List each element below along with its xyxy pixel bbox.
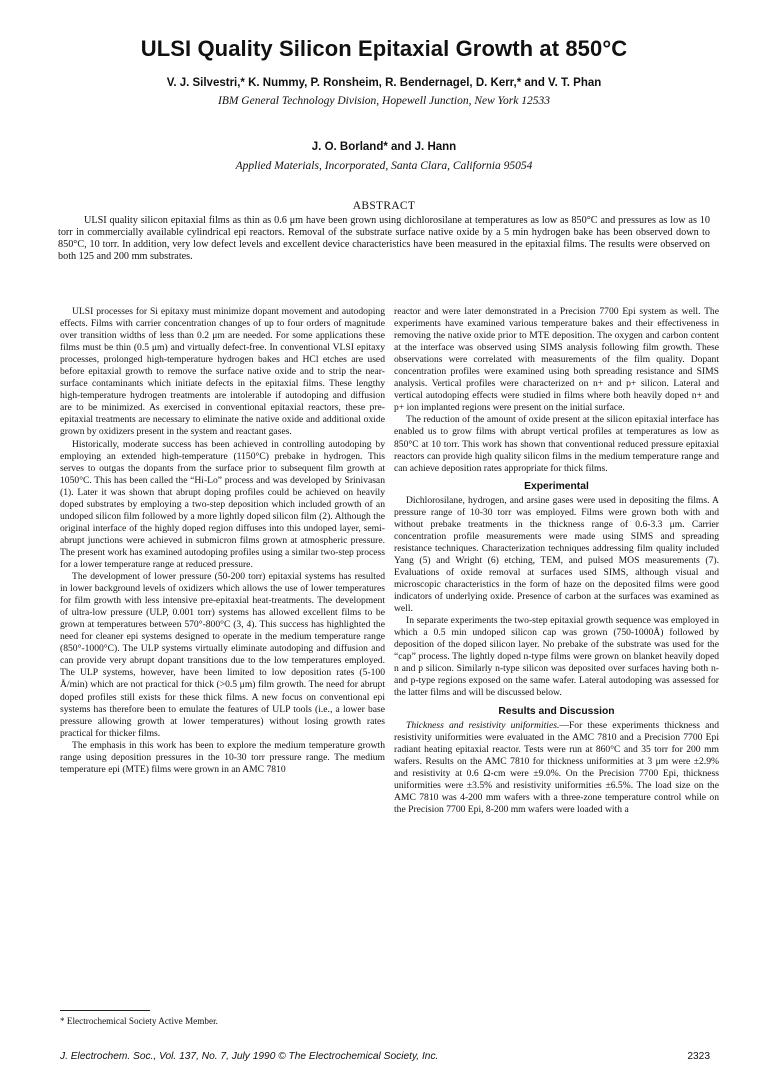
abstract-body: ULSI quality silicon epitaxial films as thin as 0.6 μm have been grown using dichlorosilane at temperatures as low as 850°C and pressures as low as 10 torr in commercially available cylindrical epi reactors. Removal of the substrate surface native oxide by a 5 min hydrogen bake has been observed down to 850°C, 10 torr. In addition, very low defect levels and excellent device characteristics have been measured in the epitaxial films. The results were observed on both 125 and 200 mm substrates. (58, 215, 710, 263)
left-column (60, 306, 385, 776)
author-list-ibm: V. J. Silvestri,* K. Nummy, P. Ronsheim, R. Bendernagel, D. Kerr,* and V. T. Phan (166, 77, 602, 89)
author-list-applied-materials: J. O. Borland* and J. Hann (311, 141, 457, 153)
paper-title: ULSI Quality Silicon Epitaxial Growth at 850°C (140, 36, 628, 61)
body-paragraph: In separate experiments the two-step epitaxial growth sequence was employed in which a 0.5 min undoped silicon cap was grown (750-1000Å) followed by deposition of the doped silicon layer. No prebake of the substrate was used for the “cap” process. The lightly doped n-type films were grown on blanket heavily doped n and p silicon. Similarly n-type silicon was deposited over surfaces having both n- and p-type regions exposed on the same wafer. Lateral autodoping was assessed for the latter films and will be discussed below. (394, 615, 719, 699)
affiliation-ibm: IBM General Technology Division, Hopewell Junction, New York 12533 (218, 95, 550, 107)
body-paragraph: The development of lower pressure (50-200 torr) epitaxial systems has resulted in lower background levels of oxidizers which allows the use of lower temperatures for film growth with less intensive pre-epitaxial heat-treatments. The development of ultra-low pressure (ULP, 0.001 torr) systems has allowed excellent films to be grown at temperatures between 570°-800°C (3, 4). This success has highlighted the need for cleaner epi systems designed to operate in the medium temperature range (850°-1000°C). The ULP systems virtually eliminate autodoping and diffusion and can provide very abrupt dopant transitions due to the low temperatures employed. The ULP systems, however, have been limited to low deposition rates (5-100 Å/min) which are not practical for thick (>0.5 μm) film growth. The need for abrupt doped profiles still exists for these thick films. A new focus on conventional epi systems has therefore been to emulate the features of ULP tools (i.e., a lower base pressure allowing growth at lower temperatures) without losing growth rates practical for thicker films. (60, 571, 385, 739)
run-in-heading: Thickness and resistivity uniformities. (406, 719, 560, 731)
page-footer (60, 1051, 710, 1065)
footnote: * Electrochemical Society Active Member. (60, 1016, 218, 1026)
body-paragraph: The emphasis in this work has been to explore the medium temperature growth range using deposition pressures in the 10-30 torr pressure range. The medium temperature epi (MTE) films were grown in an AMC 7810 (60, 739, 385, 775)
footnote-rule (60, 1010, 150, 1011)
body-paragraph: Dichlorosilane, hydrogen, and arsine gases were used in depositing the films. A pressure range of 10-30 torr was employed. Films were grown both with and without prebake treatments in the thickness range of 0.6-3.3 μm. Carrier concentration profile measurements were made using SIMS and spreading resistance techniques. Characterization techniques addressing film quality included Yang (5) and Wright (6) etching, TEM, and pulsed MOS measurements (7). Evaluations of oxide removal at surfaces used SIMS, although visual and microscopic characteristics in the form of haze on the deposited films were good indicators of underlying oxide. Presence of carbon at the surfaces was examined as well. (394, 494, 719, 615)
body-paragraph: ULSI processes for Si epitaxy must minimize dopant movement and autodoping effects. Films with carrier concentration changes of up to four orders of magnitude over transition widths of less than 0.2 μm are needed. For some applications these films must be thin (0.5 μm) and virtually defect-free. In conventional VLSI epitaxy processes, prolonged high-temperature hydrogen bakes and HCl etches are used before epitaxial growth to remove the surface native oxide and to strip the near-surface contaminants which initiate defects in the epitaxial films. These lengthy high-temperature hydrogen treatments are intolerable if autodoping and diffusion are to be minimized. As exercised in conventional epitaxial reactors, these pre-epitaxial treatments are necessary to eliminate the native oxide and additional oxide grown by oxidizers present in the system and reactant gases. (60, 306, 385, 438)
body-paragraph-results (394, 720, 719, 816)
body-paragraph: Historically, moderate success has been achieved in controlling autodoping by employing an extended high-temperature (1150°C) prebake in hydrogen. This serves to outgas the dopants from the surface prior to subsequent film growth at 1050°C. This has been called the “Hi-Lo” process and was developed by Srinivasan (1). Later it was shown that abrupt doping profiles could be achieved on heavily doped substrates by employing a two-step deposition which included growth of an undoped silicon film followed by a more lightly doped silicon film (2). Although the original interface of the highly doped region diffuses into this undoped layer, semi-abrupt junctions were achieved in submicron films grown at atmospheric pressure. The present work has examined autodoping profiles using a similar two-step process for a lower temperature range at reduced pressure. (60, 438, 385, 570)
right-column (394, 306, 719, 816)
section-heading-results: Results and Discussion (498, 705, 615, 717)
section-heading-experimental: Experimental (524, 480, 589, 492)
page-number: 2323 (687, 1051, 710, 1062)
results-text: —For these experiments thickness and resistivity uniformities were evaluated in the AMC 7810 and a Precision 7700 Epi radiant heating epitaxial reactor. Tests were run at 860°C and 35 torr for 200 mm wafers. Results on the AMC 7810 for thickness uniformities at 3 μm were ±2.9% and resistivity at 0.6 Ω-cm were ±9.0%. On the Precision 7700 Epi, thickness uniformities were ±3.5% and resistivity uniformities ±6.5%. The load size on the AMC 7810 was 4-200 mm wafers with a three-zone temperature control while on the Precision 7700 Epi, 8-200 mm wafers were loaded with a (394, 719, 720, 815)
body-paragraph: The reduction of the amount of oxide present at the silicon epitaxial interface has enabled us to grow films with abrupt vertical profiles at temperatures as low as 850°C at 10 torr. This work has shown that conventional reduced pressure epitaxial reactors can provide high quality silicon films in the medium temperature range and can achieve deposition rates appropriate for thick films. (394, 414, 719, 474)
abstract-heading: ABSTRACT (352, 200, 416, 212)
affiliation-applied-materials: Applied Materials, Incorporated, Santa Clara, California 95054 (235, 160, 533, 172)
body-paragraph: reactor and were later demonstrated in a Precision 7700 Epi system as well. The experiments have examined various temperature bakes and their effectiveness in removing the native oxide prior to MTE deposition. The oxygen and carbon content at the interface was observed using SIMS analysis following film growth. These observations were correlated with measurements of the film quality. Dopant concentration profiles were examined using both spreading resistance and SIMS analysis. Vertical profiles were characterized on n+ and p+ silicon. Lateral and vertical autodoping effects were studied in films where both heavily doped n+ and p+ ion implanted regions were present on the initial surface. (394, 306, 719, 414)
journal-citation: J. Electrochem. Soc., Vol. 137, No. 7, July 1990 © The Electrochemical Society, Inc. (60, 1051, 439, 1062)
